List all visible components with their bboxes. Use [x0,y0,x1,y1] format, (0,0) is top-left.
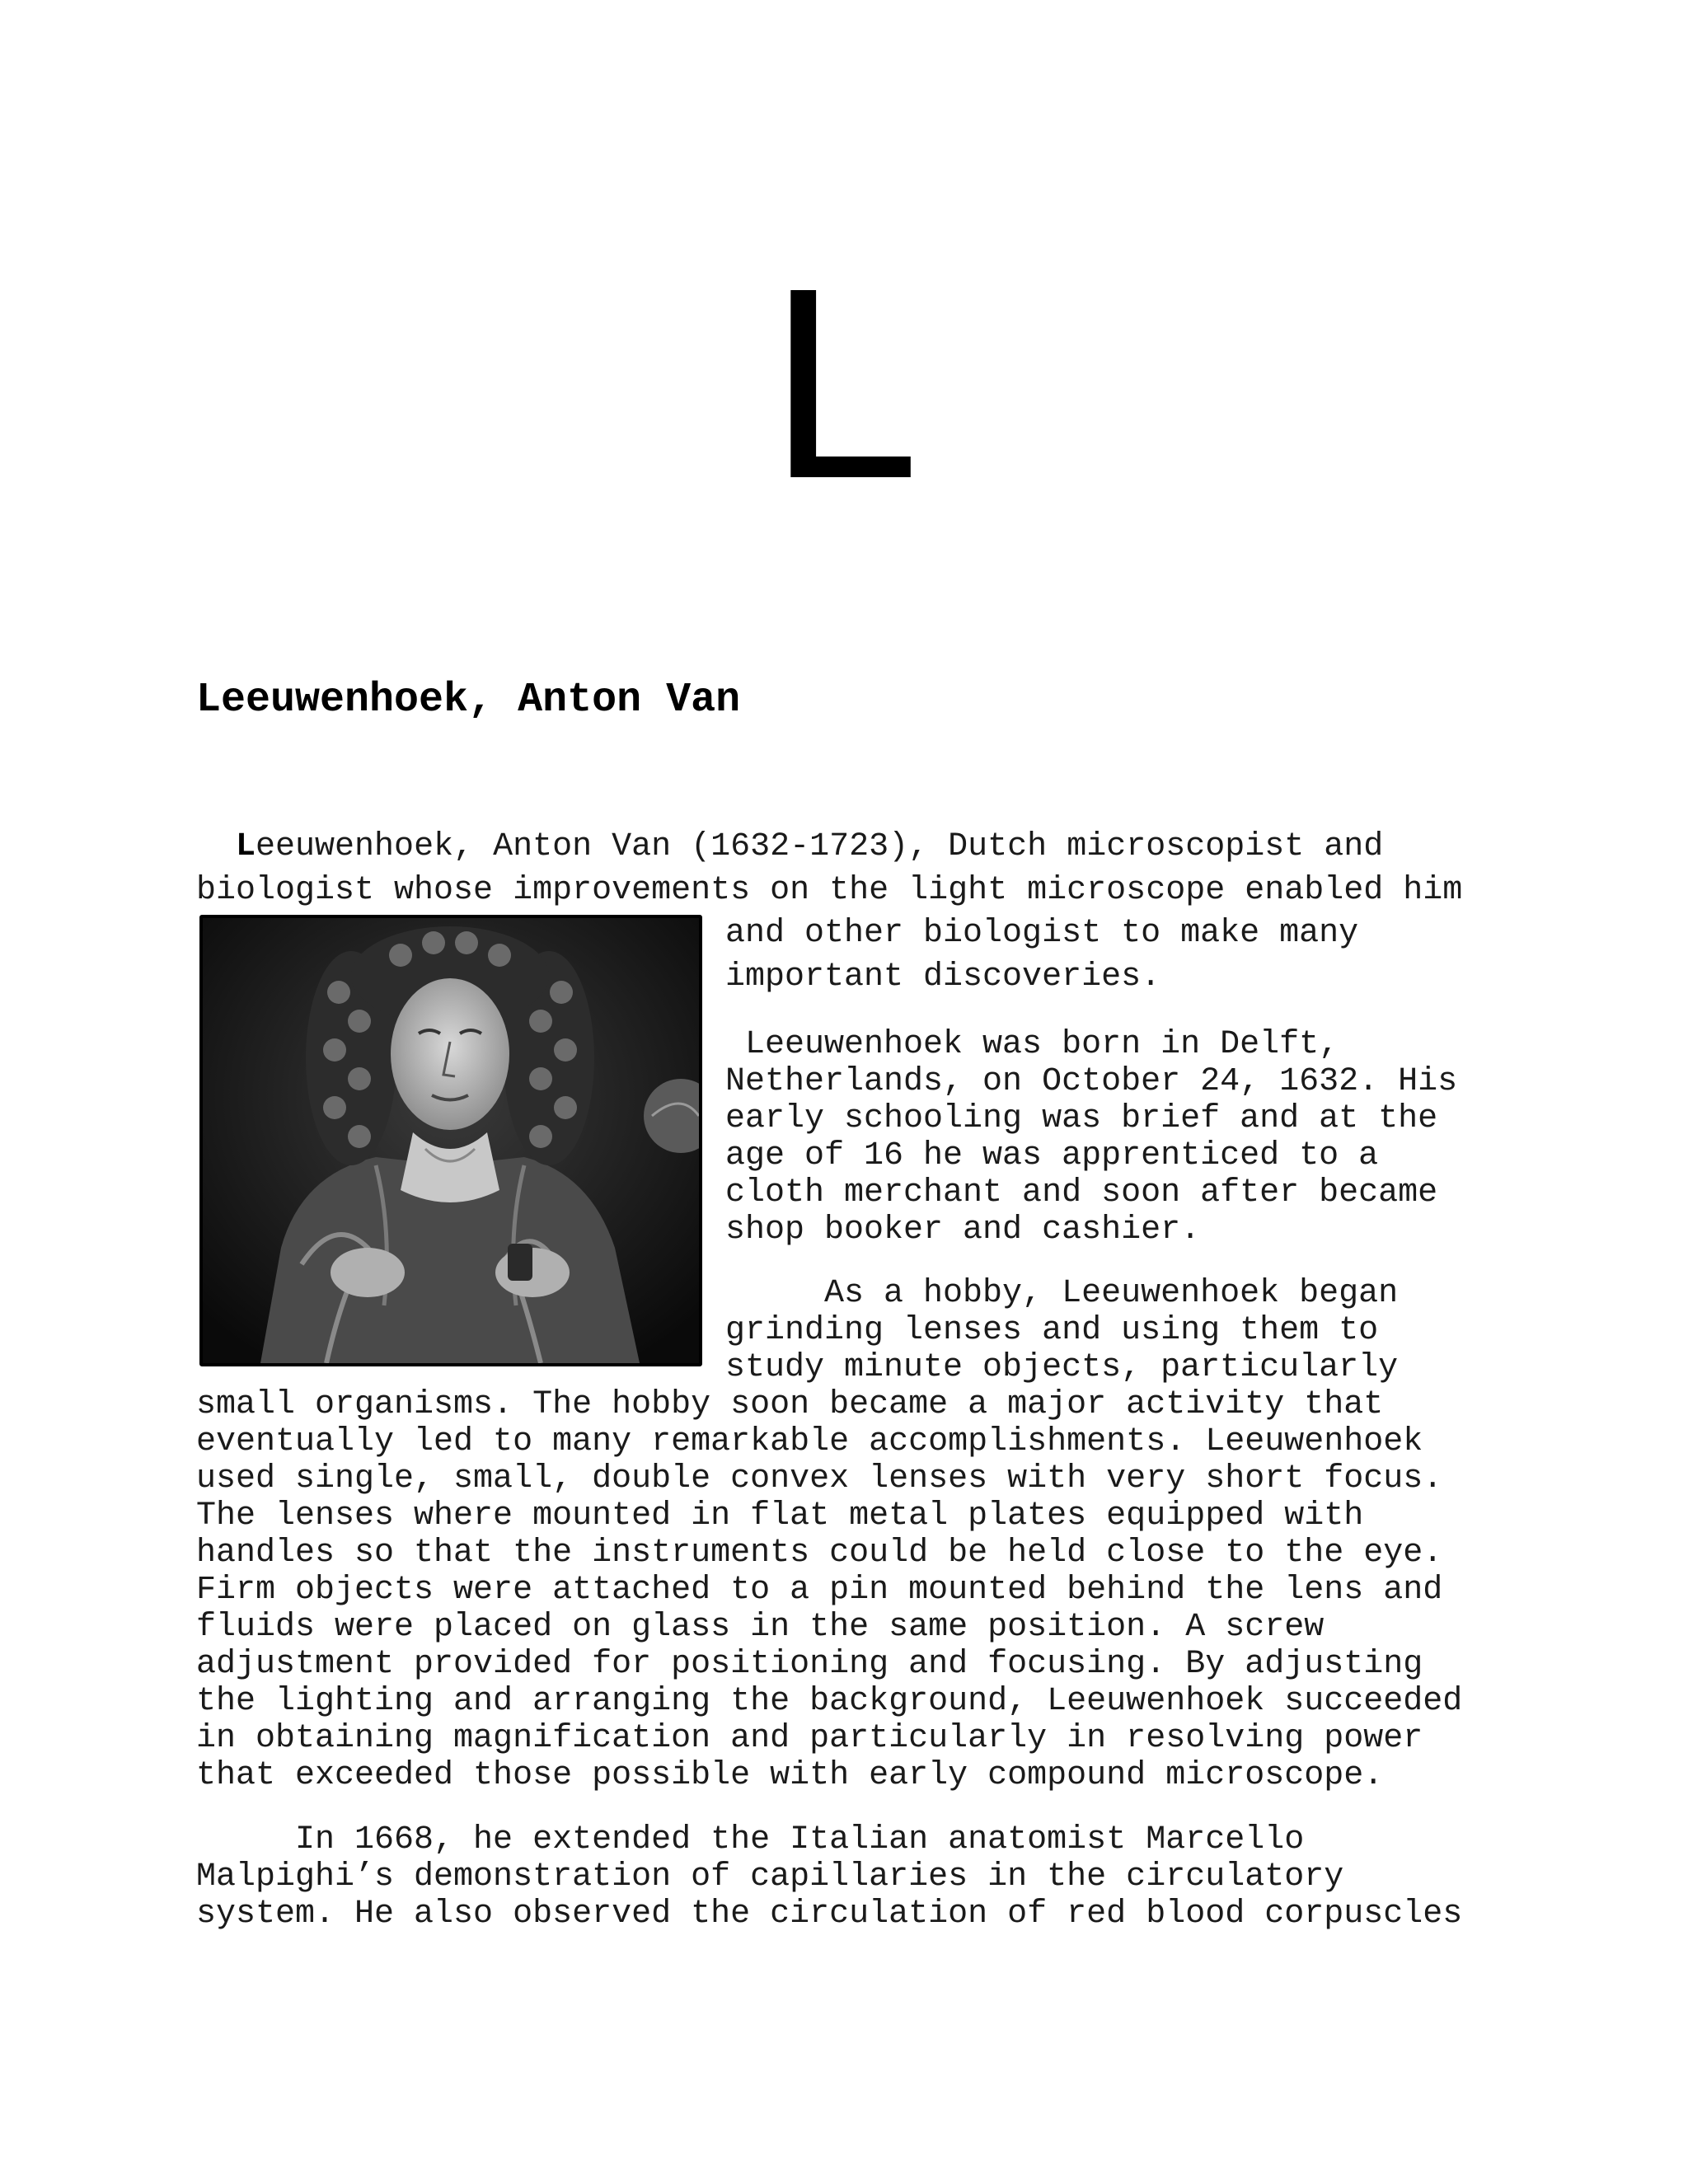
portrait-image [199,915,702,1366]
paragraph-line: The lenses where mounted in flat metal plates equipped with [196,1497,1364,1535]
paragraph-line: cloth merchant and soon after became [725,1174,1438,1212]
paragraph-line: age of 16 he was apprenticed to a [725,1137,1379,1174]
paragraph-line: in obtaining magnification and particularly in resolving power [196,1720,1423,1757]
paragraph-line: Malpighi’s demonstration of capillaries in the circulatory [196,1858,1344,1896]
paragraph-line: shop booker and cashier. [725,1212,1201,1249]
portrait-engraving-icon [203,918,699,1363]
paragraph-line: grinding lenses and using them to [725,1312,1379,1349]
paragraph-line: biologist whose improvements on the light microscope enabled him [196,872,1463,909]
paragraph-text: eeuwenhoek, Anton Van (1632-1723), Dutch microscopist and [256,828,1384,865]
paragraph-line: the lighting and arranging the background, Leeuwenhoek succeeded [196,1683,1463,1720]
paragraph-line: early schooling was brief and at the [725,1100,1438,1137]
paragraph-line: Firm objects were attached to a pin mounted behind the lens and [196,1572,1443,1609]
paragraph-line: fluids were placed on glass in the same position. A screw [196,1609,1325,1646]
paragraph-line: study minute objects, particularly [725,1349,1399,1386]
paragraph-line: small organisms. The hobby soon became a major activity that [196,1386,1384,1423]
paragraph-line: that exceeded those possible with early compound microscope. [196,1757,1384,1794]
paragraph-line: Netherlands, on October 24, 1632. His [725,1063,1458,1100]
paragraph-line: adjustment provided for positioning and focusing. By adjusting [196,1646,1423,1683]
section-letter: L [768,231,920,535]
paragraph-line: In 1668, he extended the Italian anatomist Marcello [196,1821,1305,1858]
paragraph-line: eventually led to many remarkable accomplishments. Leeuwenhoek [196,1423,1423,1460]
paragraph-line: As a hobby, Leeuwenhoek began [725,1275,1399,1312]
paragraph-line: used single, small, double convex lenses with very short focus. [196,1460,1443,1497]
paragraph-line: important discoveries. [725,958,1161,996]
paragraph-line [196,827,1383,867]
dropcap-letter: L [236,828,256,865]
entry-title: Leeuwenhoek, Anton Van [196,677,741,724]
paragraph-line: and other biologist to make many [725,915,1359,952]
paragraph-line: Leeuwenhoek was born in Delft, [725,1026,1339,1063]
paragraph-line: system. He also observed the circulation of red blood corpuscles [196,1896,1463,1933]
paragraph-line: handles so that the instruments could be held close to the eye. [196,1535,1443,1572]
